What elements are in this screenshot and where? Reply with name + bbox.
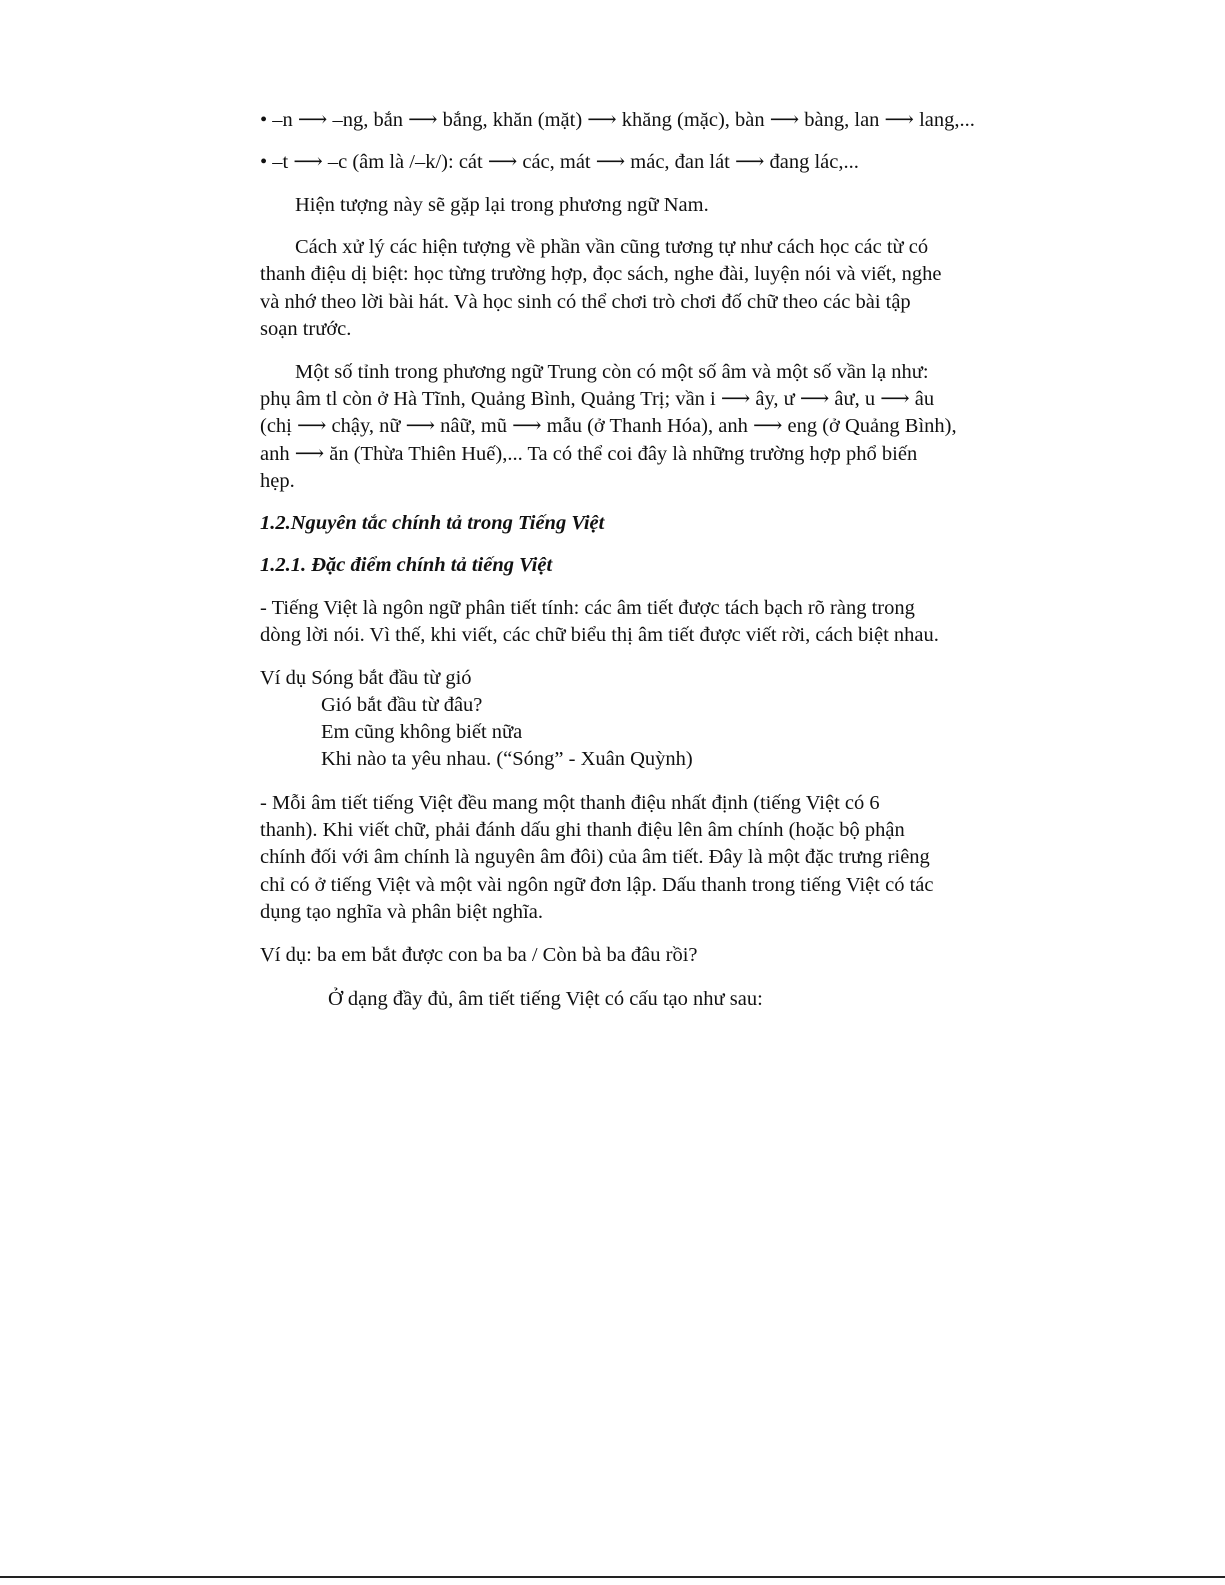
poem-line: Em cũng không biết nữa	[321, 721, 523, 743]
paragraph-line: (chị ⟶ chậy, nữ ⟶ nâữ, mũ ⟶ mẫu (ở Thanh Hóa), anh ⟶ eng (ở Quảng Bình),	[260, 415, 957, 437]
paragraph-line: anh ⟶ ăn (Thừa Thiên Huế),... Ta có thể coi đây là những trường hợp phổ biến	[260, 443, 918, 465]
bullet-line: • –t ⟶ –c (âm là /–k/): cát ⟶ các, mát ⟶ mác, đan lát ⟶ đang lác,...	[260, 151, 859, 173]
paragraph-line: thanh). Khi viết chữ, phải đánh dấu ghi thanh điệu lên âm chính (hoặc bộ phận	[260, 819, 905, 841]
paragraph-line: Một số tỉnh trong phương ngữ Trung còn có một số âm và một số vần lạ như:	[295, 361, 929, 383]
example-line: Ví dụ: ba em bắt được con ba ba / Còn bà ba đâu rồi?	[260, 944, 698, 966]
bullet-line: • –n ⟶ –ng, bắn ⟶ bắng, khăn (mặt) ⟶ khăng (mặc), bàn ⟶ bàng, lan ⟶ lang,...	[260, 109, 975, 131]
paragraph-line: dụng tạo nghĩa và phân biệt nghĩa.	[260, 901, 543, 923]
paragraph-line: phụ âm tl còn ở Hà Tĩnh, Quảng Bình, Quảng Trị; vần i ⟶ ây, ư ⟶ âư, u ⟶ âu	[260, 388, 935, 410]
paragraph-line: hẹp.	[260, 470, 295, 492]
paragraph-line: chỉ có ở tiếng Việt và một vài ngôn ngữ đơn lập. Dấu thanh trong tiếng Việt có tác	[260, 874, 934, 896]
bottom-edge-rule	[0, 1576, 1225, 1578]
paragraph-line: và nhớ theo lời bài hát. Và học sinh có thể chơi trò chơi đố chữ theo các bài tập	[260, 291, 911, 313]
poem-line: Gió bắt đầu từ đâu?	[321, 694, 483, 716]
paragraph-line: dòng lời nói. Vì thế, khi viết, các chữ biểu thị âm tiết được viết rời, cách biệt nhau.	[260, 624, 939, 646]
paragraph-line: Ở dạng đầy đủ, âm tiết tiếng Việt có cấu tạo như sau:	[328, 988, 763, 1010]
section-heading: 1.2.Nguyên tắc chính tả trong Tiếng Việt	[260, 512, 605, 534]
paragraph-line: - Tiếng Việt là ngôn ngữ phân tiết tính: các âm tiết được tách bạch rõ ràng trong	[260, 597, 915, 619]
paragraph-line: Hiện tượng này sẽ gặp lại trong phương ngữ Nam.	[295, 194, 709, 216]
example-label-line: Ví dụ Sóng bắt đầu từ gió	[260, 667, 472, 689]
poem-line: Khi nào ta yêu nhau. (“Sóng” - Xuân Quỳnh)	[321, 748, 693, 770]
paragraph-line: - Mỗi âm tiết tiếng Việt đều mang một thanh điệu nhất định (tiếng Việt có 6	[260, 792, 880, 814]
paragraph-line: chính đối với âm chính là nguyên âm đôi) của âm tiết. Đây là một đặc trưng riêng	[260, 846, 930, 868]
paragraph-line: soạn trước.	[260, 318, 352, 340]
subsection-heading: 1.2.1. Đặc điểm chính tả tiếng Việt	[260, 554, 553, 576]
paragraph-line: Cách xử lý các hiện tượng về phần vần cũng tương tự như cách học các từ có	[295, 236, 929, 258]
paragraph-line: thanh điệu dị biệt: học từng trường hợp, đọc sách, nghe đài, luyện nói và viết, nghe	[260, 263, 942, 285]
